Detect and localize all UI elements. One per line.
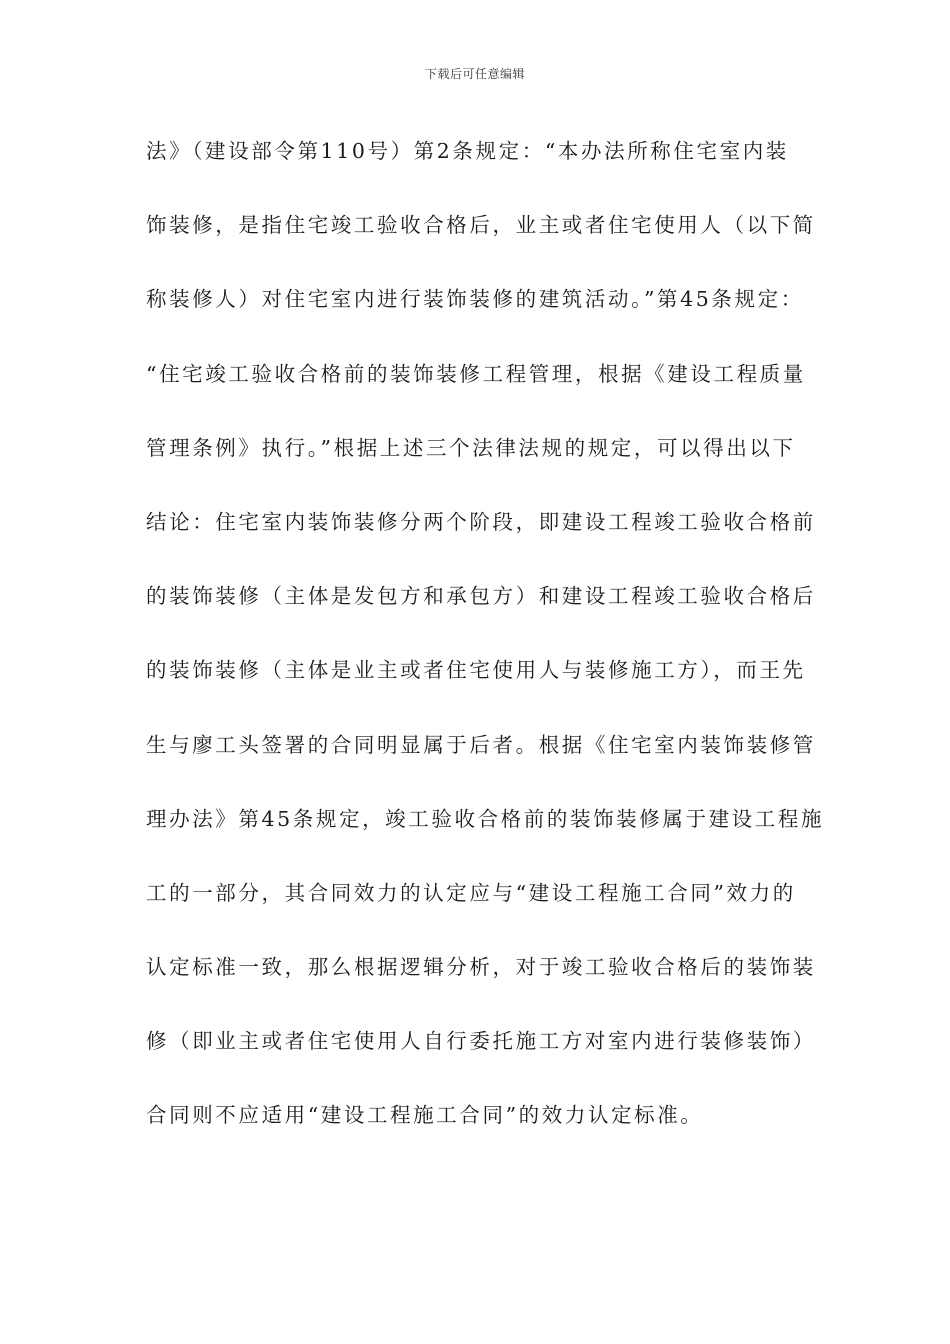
body-text — [146, 129, 825, 1168]
text-line: 修（即业主或者住宅使用人自行委托施工方对室内进行装修装饰） — [146, 1029, 816, 1054]
text-line: 饰装修，是指住宅竣工验收合格后，业主或者住宅使用人（以下简 — [146, 213, 816, 238]
text-line: 称装修人）对住宅室内进行装饰装修的建筑活动。”第45条规定： — [146, 287, 804, 312]
text-line: 的装饰装修（主体是业主或者住宅使用人与装修施工方），而王先 — [146, 658, 806, 683]
text-line: 管理条例》执行。”根据上述三个法律法规的规定，可以得出以下 — [146, 435, 796, 460]
text-line: 结论：住宅室内装饰装修分两个阶段，即建设工程竣工验收合格前 — [146, 509, 816, 534]
text-line: 合同则不应适用“建设工程施工合同”的效力认定标准。 — [146, 1103, 704, 1128]
text-line: 理办法》第45条规定，竣工验收合格前的装饰装修属于建设工程施 — [146, 806, 825, 831]
text-line: 法》（建设部令第110号）第2条规定：“本办法所称住宅室内装 — [146, 139, 789, 163]
text-line: 生与廖工头签署的合同明显属于后者。根据《住宅室内装饰装修管 — [146, 732, 816, 757]
text-line: 工的一部分，其合同效力的认定应与“建设工程施工合同”效力的 — [146, 880, 796, 905]
text-line: 的装饰装修（主体是发包方和承包方）和建设工程竣工验收合格后 — [146, 584, 816, 609]
text-line: “住宅竣工验收合格前的装饰装修工程管理，根据《建设工程质量 — [146, 361, 806, 386]
text-line: 认定标准一致，那么根据逻辑分析，对于竣工验收合格后的装饰装 — [146, 955, 816, 980]
page-header-note: 下载后可任意编辑 — [424, 67, 525, 81]
